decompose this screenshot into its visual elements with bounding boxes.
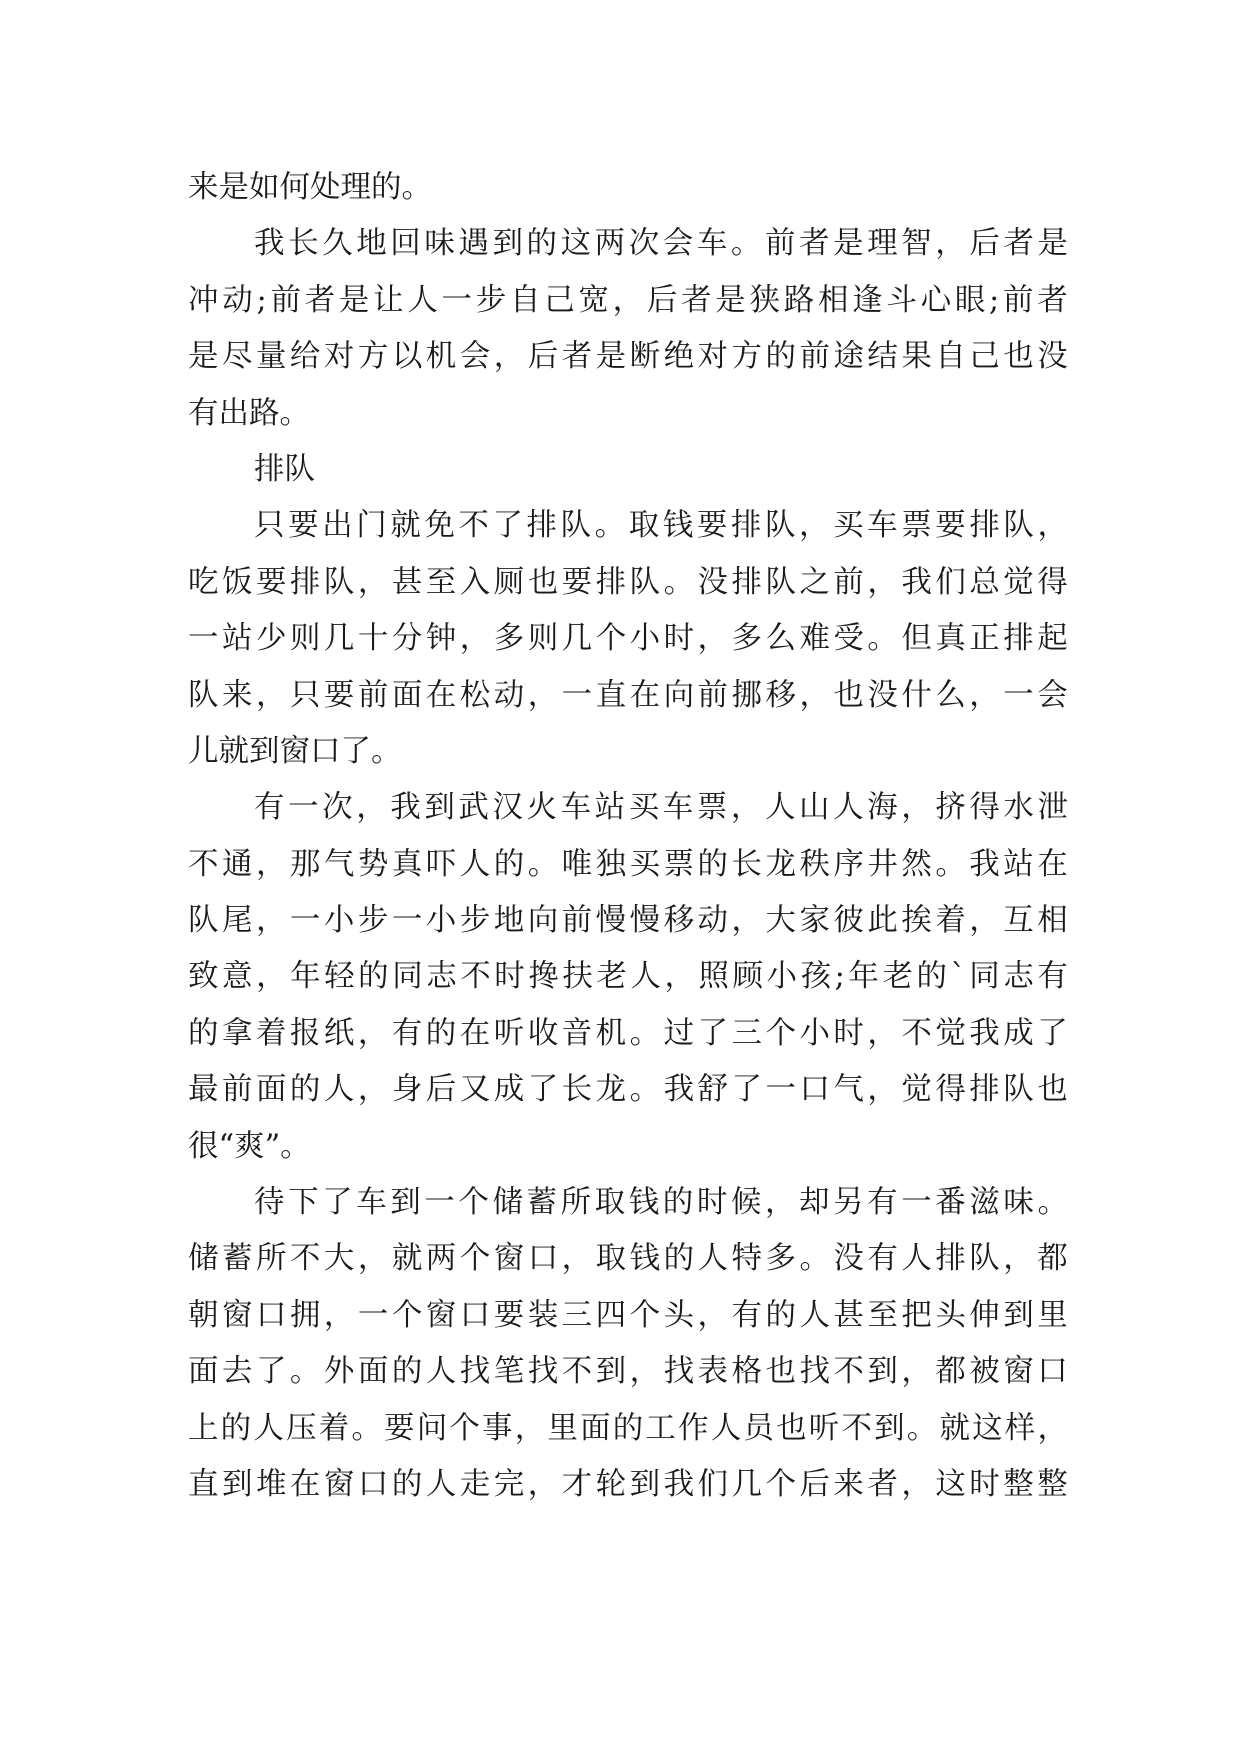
text-line: 排队	[254, 451, 315, 487]
text-line: 上 的 人 压 着 。 要 问 个 事 ， 里 面 的 工 作 人 员 也 听 不 到 。 就 这 样 ，	[188, 1410, 1068, 1446]
document-body	[188, 160, 1068, 1513]
text-line: 队 尾 ， 一 小 步 一 小 步 地 向 前 慢 慢 移 动 ， 大 家 彼 此 挨 着 ， 互 相	[188, 903, 1068, 939]
text-line: 队 来 ， 只 要 前 面 在 松 动 ， 一 直 在 向 前 挪 移 ， 也 没 什 么 ， 一 会	[188, 677, 1068, 713]
text-line: 我 长 久 地 回 味 遇 到 的 这 两 次 会 车 。 前 者 是 理 智 ， 后 者 是	[254, 226, 1068, 262]
text-line: 很“爽”。	[188, 1128, 311, 1164]
text-line: 有出路。	[188, 395, 310, 431]
text-line: 一 站 少 则 几 十 分 钟 ， 多 则 几 个 小 时 ， 多 么 难 受 。 但 真 正 排 起	[188, 621, 1068, 657]
text-line: 面 去 了 。 外 面 的 人 找 笔 找 不 到 ， 找 表 格 也 找 不 到 ， 都 被 窗 口	[188, 1354, 1068, 1390]
text-line: 来是如何处理的。	[188, 170, 432, 205]
text-line: 储 蓄 所 不 大 ， 就 两 个 窗 口 ， 取 钱 的 人 特 多 。 没 有 人 排 队 ， 都	[188, 1241, 1068, 1277]
text-line: 是 尽 量 给 对 方 以 机 会 ， 后 者 是 断 绝 对 方 的 前 途 结 果 自 己 也 没	[188, 339, 1068, 375]
text-line: 冲 动 ; 前 者 是 让 人 一 步 自 己 宽 ， 后 者 是 狭 路 相 逢 斗 心 眼 ; 前 者	[188, 282, 1068, 318]
text-line: 儿就到窗口了。	[188, 733, 402, 769]
text-line: 直 到 堆 在 窗 口 的 人 走 完 ， 才 轮 到 我 们 几 个 后 来 者 ， 这 时 整 整	[188, 1466, 1068, 1502]
text-line: 有 一 次 ， 我 到 武 汉 火 车 站 买 车 票 ， 人 山 人 海 ， 挤 得 水 泄	[254, 790, 1068, 826]
text-line: 最 前 面 的 人 ， 身 后 又 成 了 长 龙 。 我 舒 了 一 口 气 ， 觉 得 排 队 也	[188, 1072, 1068, 1108]
text-line: 的 拿 着 报 纸 ， 有 的 在 听 收 音 机 。 过 了 三 个 小 时 ， 不 觉 我 成 了	[188, 1015, 1068, 1051]
document-page	[188, 160, 1068, 1513]
text-line: 只 要 出 门 就 免 不 了 排 队 。 取 钱 要 排 队 ， 买 车 票 要 排 队 ，	[254, 508, 1068, 544]
text-line: 不 通 ， 那 气 势 真 吓 人 的 。 唯 独 买 票 的 长 龙 秩 序 井 然 。 我 站 在	[188, 846, 1068, 882]
text-line: 吃 饭 要 排 队 ， 甚 至 入 厕 也 要 排 队 。 没 排 队 之 前 ， 我 们 总 觉 得	[188, 564, 1068, 600]
text-line: 待 下 了 车 到 一 个 储 蓄 所 取 钱 的 时 候 ， 却 另 有 一 番 滋 味 。	[254, 1185, 1068, 1221]
text-line: 朝 窗 口 拥 ， 一 个 窗 口 要 装 三 四 个 头 ， 有 的 人 甚 至 把 头 伸 到 里	[188, 1297, 1068, 1333]
text-line: 致 意 ， 年 轻 的 同 志 不 时 搀 扶 老 人 ， 照 顾 小 孩 ; 年 老 的 ` 同 志 有	[188, 959, 1068, 995]
